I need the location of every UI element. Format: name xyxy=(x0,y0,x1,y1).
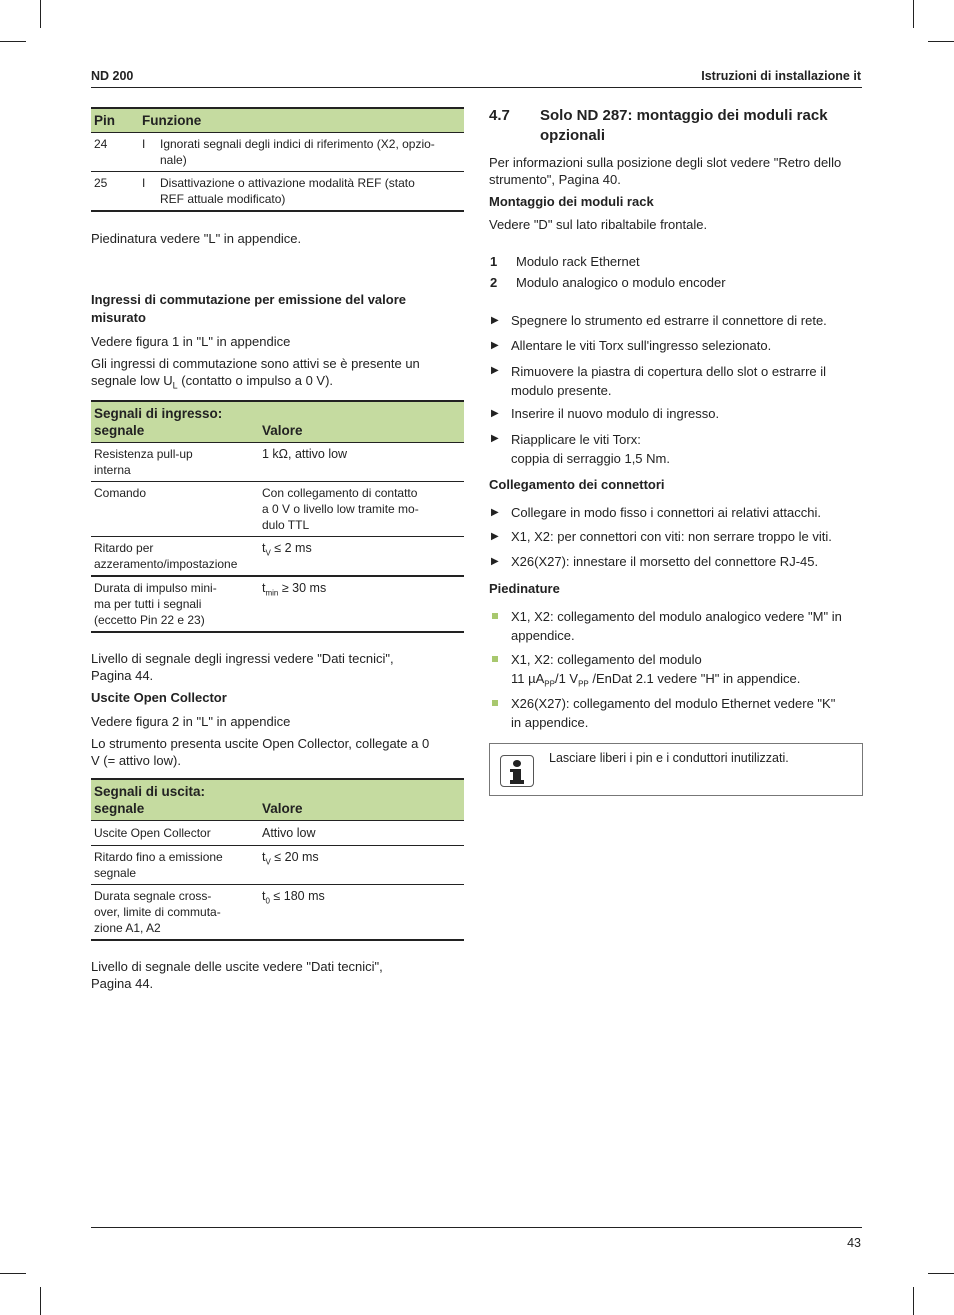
section-intro: Per informazioni sulla posizione degli slot vedere "Retro dello strumento", Pagina 40. xyxy=(489,155,842,187)
step-arrow-icon: ▶ xyxy=(491,556,499,567)
table-row: Uscite Open Collector Attivo low xyxy=(91,821,464,846)
step-arrow-icon: ▶ xyxy=(491,365,499,376)
footer-rule xyxy=(91,1227,862,1228)
table-row: Resistenza pull-up interna 1 kΩ, attivo low xyxy=(91,443,464,482)
table-row: Comando Con collegamento di contatto a 0 V o livello low tramite mo- dulo TTL xyxy=(91,482,464,537)
open-collector-figure-ref: Vedere figura 2 in "L" in appendice xyxy=(91,714,291,729)
bullet-square-icon xyxy=(492,613,498,619)
switching-figure-ref: Vedere figura 1 in "L" in appendice xyxy=(91,334,291,349)
input-signals-table xyxy=(91,400,464,633)
function-header: Funzione xyxy=(139,108,464,133)
step-arrow-icon: ▶ xyxy=(491,315,499,326)
header-doc-title: Istruzioni di installazione it xyxy=(701,69,861,83)
pin-table xyxy=(91,107,464,212)
crop-mark xyxy=(0,41,26,42)
signal-header: Segnali di uscita: segnale xyxy=(91,779,259,821)
table-row: Ritardo per azzeramento/impostazione $t_V \le 2$ ms xyxy=(91,537,464,577)
section-number: 4.7 xyxy=(489,107,510,124)
list-number: 2 xyxy=(490,275,498,290)
header-product: ND 200 xyxy=(91,69,134,83)
open-collector-heading: Uscite Open Collector xyxy=(91,690,227,705)
pin-header: Pin xyxy=(91,108,139,133)
value-header: Valore xyxy=(259,401,464,443)
mounting-heading: Montaggio dei moduli rack xyxy=(489,194,654,209)
output-signals-table xyxy=(91,778,464,941)
step-arrow-icon: ▶ xyxy=(491,340,499,351)
list-number: 1 xyxy=(490,254,498,269)
switching-inputs-heading: Ingressi di commutazione per emissione del valore misurato xyxy=(91,292,406,325)
step-arrow-icon: ▶ xyxy=(491,433,499,444)
info-note xyxy=(489,743,863,796)
bullet-item: X26(X27): collegamento del modulo Ethernet vedere "K" in appendice. xyxy=(511,696,836,730)
pinouts-heading: Piedinature xyxy=(489,581,560,596)
step-item: Allentare le viti Torx sull'ingresso selezionato. xyxy=(511,338,772,353)
page-number: 43 xyxy=(847,1236,861,1250)
step-arrow-icon: ▶ xyxy=(491,531,499,542)
info-icon xyxy=(500,755,534,787)
step-item: X1, X2: per connettori con viti: non serrare troppo le viti. xyxy=(511,529,832,544)
bullet-square-icon xyxy=(492,656,498,662)
step-arrow-icon: ▶ xyxy=(491,408,499,419)
step-item: Spegnere lo strumento ed estrarre il connettore di rete. xyxy=(511,313,827,328)
crop-mark xyxy=(913,1287,914,1315)
step-item: Inserire il nuovo modulo di ingresso. xyxy=(511,406,720,421)
crop-mark xyxy=(40,1287,41,1315)
crop-mark xyxy=(928,1273,954,1274)
table-row: 24 I Ignorati segnali degli indici di riferimento (X2, opzio- nale) xyxy=(91,133,464,172)
header-rule xyxy=(91,87,862,88)
step-item: Rimuovere la piastra di copertura dello slot o estrarre il modulo presente. xyxy=(511,364,827,398)
table-row: 25 I Disattivazione o attivazione modalità REF (stato REF attuale modificato) xyxy=(91,172,464,212)
connectors-heading: Collegamento dei connettori xyxy=(489,477,665,492)
step-item: X26(X27): innestare il morsetto del connettore RJ-45. xyxy=(511,554,819,569)
crop-mark xyxy=(40,0,41,28)
input-level-note: Livello di segnale degli ingressi vedere "Dati tecnici", Pagina 44. xyxy=(91,651,394,683)
bullet-item: X1, X2: collegamento del modulo 11 µA$_{PP}$/1 $V_{PP}$ /EnDat 2.1 vedere "H" in appendice. xyxy=(511,652,801,689)
output-level-note: Livello di segnale delle uscite vedere "Dati tecnici", Pagina 44. xyxy=(91,959,383,991)
signal-header: Segnali di ingresso: segnale xyxy=(91,401,259,443)
table-row: Durata di impulso mini- ma per tutti i segnali (eccetto Pin 22 e 23) $t_{min} \ge 30$ ms xyxy=(91,576,464,632)
crop-mark xyxy=(928,41,954,42)
table-row: Ritardo fino a emissione segnale $t_V \le 20$ ms xyxy=(91,846,464,885)
list-item: Modulo rack Ethernet xyxy=(516,254,640,269)
crop-mark xyxy=(0,1273,26,1274)
mounting-ref: Vedere "D" sul lato ribaltabile frontale. xyxy=(489,217,708,232)
step-arrow-icon: ▶ xyxy=(491,507,499,518)
open-collector-description: Lo strumento presenta uscite Open Collector, collegate a 0 V (= attivo low). xyxy=(91,736,430,768)
note-text: Lasciare liberi i pin e i conduttori inutilizzati. xyxy=(549,751,789,765)
pin-note: Piedinatura vedere "L" in appendice. xyxy=(91,231,302,246)
bullet-square-icon xyxy=(492,700,498,706)
bullet-item: X1, X2: collegamento del modulo analogico vedere "M" in appendice. xyxy=(511,609,842,643)
switching-description: Gli ingressi di commutazione sono attivi se è presente un segnale low $U_L$ (contatto o impulso a 0 V). xyxy=(91,356,420,391)
value-header: Valore xyxy=(259,779,464,821)
list-item: Modulo analogico o modulo encoder xyxy=(516,275,726,290)
step-item: Collegare in modo fisso i connettori ai relativi attacchi. xyxy=(511,505,821,520)
step-item: Riapplicare le viti Torx: coppia di serraggio 1,5 Nm. xyxy=(511,432,670,466)
table-row: Durata segnale cross- over, limite di commuta- zione A1, A2 $t_0 \le 180$ ms xyxy=(91,885,464,941)
section-title: Solo ND 287: montaggio dei moduli rack opzionali xyxy=(540,107,828,144)
crop-mark xyxy=(913,0,914,28)
